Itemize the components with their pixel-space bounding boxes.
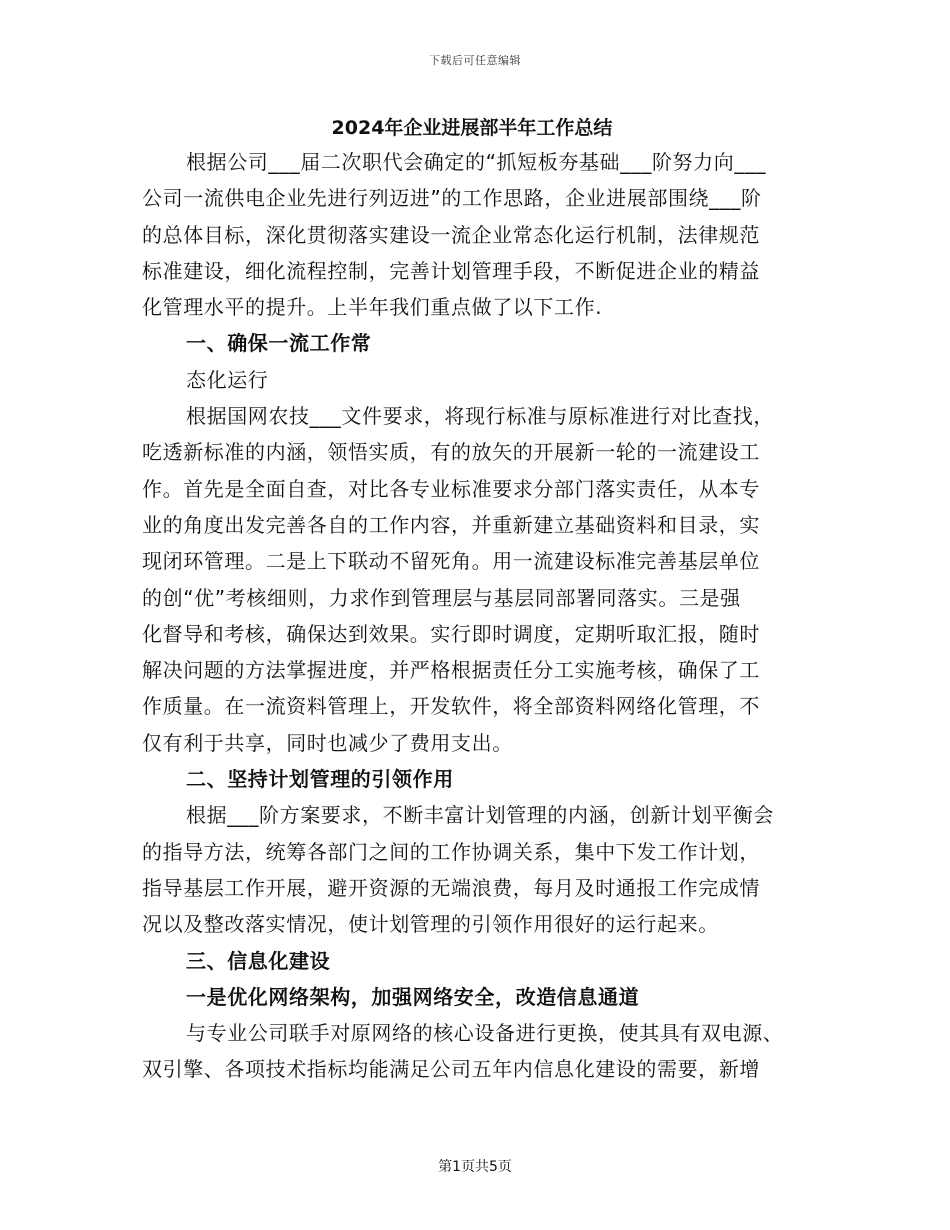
paragraph-line: 仅有利于共享，同时也减少了费用支出。 xyxy=(142,730,513,755)
subsection-heading: 一是优化网络架构，加强网络安全，改造信息通道 xyxy=(186,984,640,1009)
paragraph-line: 况以及整改落实情况，使计划管理的引领作用很好的运行起来。 xyxy=(142,912,719,937)
paragraph-line: 的指导方法，统筹各部门之间的工作协调关系，集中下发工作计划， xyxy=(142,839,760,864)
document-body xyxy=(142,112,802,1088)
paragraph-line: 态化运行 xyxy=(186,367,269,392)
paragraph-line: 与专业公司联手对原网络的核心设备进行更换，使其具有双电源、 xyxy=(186,1021,784,1046)
document-title: 2024年企业进展部半年工作总结 xyxy=(331,117,613,139)
paragraph-line: 指导基层工作开展，避开资源的无端浪费，每月及时通报工作完成情 xyxy=(142,875,760,900)
paragraph-line: 的创“优”考核细则，力求作到管理层与基层同部署同落实。三是强 xyxy=(142,585,741,610)
paragraph-line: 根据公司___届二次职代会确定的“抓短板夯基础___阶努力向___ xyxy=(186,150,767,174)
paragraph-line: 化督导和考核，确保达到效果。实行即时调度，定期听取汇报，随时 xyxy=(142,621,760,646)
paragraph-line: 化管理水平的提升。上半年我们重点做了以下工作. xyxy=(142,295,603,320)
section-heading: 三、信息化建设 xyxy=(186,948,331,973)
paragraph-line: 双引擎、各项技术指标均能满足公司五年内信息化建设的需要，新增 xyxy=(142,1057,760,1082)
paragraph-line: 根据国网农技___文件要求，将现行标准与原标准进行对比查找， xyxy=(186,404,774,429)
paragraph-line: 吃透新标准的内涵，领悟实质，有的放矢的开展新一轮的一流建设工 xyxy=(142,440,760,465)
paragraph-line: 业的角度出发完善各自的工作内容，并重新建立基础资料和目录，实 xyxy=(142,512,760,537)
paragraph-line: 作。首先是全面自查，对比各专业标准要求分部门落实责任，从本专 xyxy=(142,476,760,501)
paragraph-line: 公司一流供电企业先进行列迈进”的工作思路，企业进展部围绕___阶 xyxy=(142,186,762,211)
section-heading: 一、确保一流工作常 xyxy=(186,331,372,356)
paragraph-line: 标准建设，细化流程控制，完善计划管理手段，不断促进企业的精益 xyxy=(142,258,760,283)
section-heading: 二、坚持计划管理的引领作用 xyxy=(186,767,454,792)
paragraph-line: 现闭环管理。二是上下联动不留死角。用一流建设标准完善基层单位 xyxy=(142,549,760,574)
paragraph-line: 作质量。在一流资料管理上，开发软件，将全部资料网络化管理，不 xyxy=(142,694,760,719)
page-footer: 第1页共5页 xyxy=(438,1159,512,1175)
paragraph-line: 解决问题的方法掌握进度，并严格根据责任分工实施考核，确保了工 xyxy=(142,658,760,683)
paragraph-line: 根据___阶方案要求，不断丰富计划管理的内涵，创新计划平衡会 xyxy=(186,803,774,828)
paragraph-line: 的总体目标，深化贯彻落实建设一流企业常态化运行机制，法律规范 xyxy=(142,222,760,247)
header-note: 下载后可任意编辑 xyxy=(429,54,521,67)
